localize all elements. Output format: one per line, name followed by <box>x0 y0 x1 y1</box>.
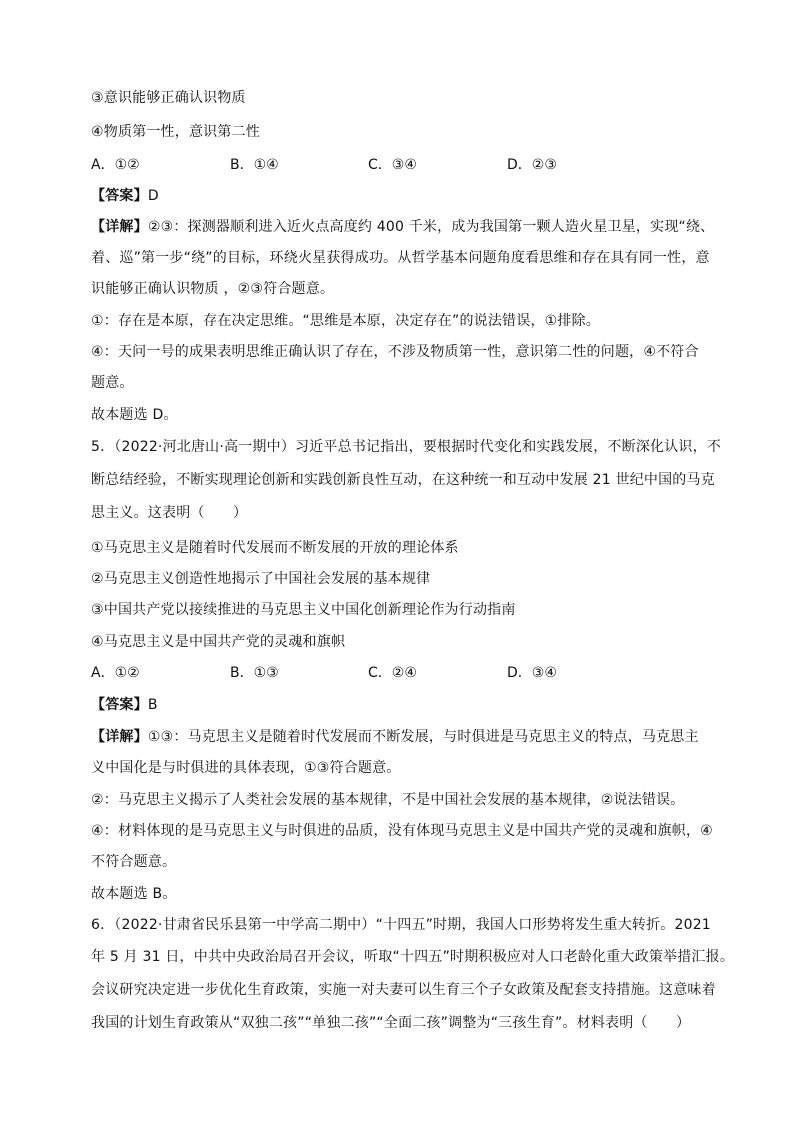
q5-choice-c: C．②④ <box>368 665 417 681</box>
q5-option-1: ①马克思主义是随着时代发展而不断发展的开放的理论体系 <box>91 540 459 556</box>
q5-choice-d: D．③④ <box>507 665 557 681</box>
q4-choice-d: D．②③ <box>507 157 557 173</box>
q5-choice-a: A．①② <box>91 665 140 681</box>
q6-stem-line-1: 6．（2022·甘肃省民乐县第一中学高二期中）“十四五”时期，我国人口形势将发生重大转折。2021 <box>91 917 711 933</box>
detail-label: 【详解】 <box>91 729 148 745</box>
q5-stem-line-1: 5．（2022·河北唐山·高一期中）习近平总书记指出，要根据时代变化和实践发展，不断深化认识，不 <box>91 439 722 455</box>
q4-detail-line-1: 【详解】②③：探测器顺利进入近火点高度约 400 千米，成为我国第一颗人造火星卫星，实现“绕、 <box>91 219 715 235</box>
q5-detail-line-6: 故本题选 B。 <box>91 886 177 902</box>
q5-choices <box>91 663 711 683</box>
detail-label: 【详解】 <box>91 219 148 235</box>
q4-choice-b: B．①④ <box>230 157 279 173</box>
q4-choice-c: C．③④ <box>368 157 417 173</box>
q4-answer <box>91 186 159 206</box>
q5-choice-b: B．①③ <box>230 665 279 681</box>
q5-stem-line-3: 思主义。这表明（ ） <box>91 505 248 521</box>
q5-detail-line-1: 【详解】①③：马克思主义是随着时代发展而不断发展，与时俱进是马克思主义的特点，马克思主 <box>91 729 699 745</box>
q6-stem-line-2: 年 5 月 31 日，中共中央政治局召开会议，听取“十四五”时期积极应对人口老龄化重大政策举措汇报。 <box>91 949 735 965</box>
q6-stem-line-4: 我国的计划生育政策从“双独二孩”“单独二孩”“全面二孩”调整为“三孩生育”。材料表明（ ） <box>91 1015 691 1031</box>
q4-detail-line-4: ①：存在是本原，存在决定思维。“思维是本原，决定存在”的说法错误，①排除。 <box>91 313 601 329</box>
q5-detail-line-4: ④：材料体现的是马克思主义与时俱进的品质，没有体现马克思主义是中国共产党的灵魂和旗帜，④ <box>91 823 713 839</box>
q5-option-2: ②马克思主义创造性地揭示了中国社会发展的基本规律 <box>91 571 431 587</box>
q6-stem-line-3: 会议研究决定进一步优化生育政策，实施一对夫妻可以生育三个子女政策及配套支持措施。这意味着 <box>91 982 716 998</box>
q4-detail-line-6: 题意。 <box>91 375 134 391</box>
q4-option-3: ③意识能够正确认识物质 <box>91 90 246 106</box>
q4-choice-a: A．①② <box>91 157 140 173</box>
q4-detail-line-5: ④：天问一号的成果表明思维正确认识了存在，不涉及物质第一性，意识第二性的问题，④不符合 <box>91 344 699 360</box>
answer-label: 【答案】 <box>91 188 148 204</box>
q4-choices <box>91 155 711 175</box>
q5-option-4: ④马克思主义是中国共产党的灵魂和旗帜 <box>91 634 346 650</box>
q5-stem-line-2: 断总结经验，不断实现理论创新和实践创新良性互动，在这种统一和互动中发展 21 世纪中国的马克 <box>91 472 715 488</box>
q4-option-4: ④物质第一性，意识第二性 <box>91 124 260 140</box>
answer-value: D <box>147 188 159 204</box>
q4-detail-line-3: 识能够正确认识物质 ，②③符合题意。 <box>91 281 335 297</box>
q5-detail-line-2: 义中国化是与时俱进的具体表现，①③符合题意。 <box>91 760 401 776</box>
answer-value: B <box>147 697 158 713</box>
q5-detail-line-5: 不符合题意。 <box>91 854 177 870</box>
q5-answer <box>91 695 158 715</box>
q5-detail-line-3: ②：马克思主义揭示了人类社会发展的基本规律，不是中国社会发展的基本规律，②说法错误。 <box>91 792 685 808</box>
q4-detail-line-2: 着、巡”第一步“绕”的目标，环绕火星获得成功。从哲学基本问题角度看思维和存在具有同一性，意 <box>91 250 710 266</box>
answer-label: 【答案】 <box>91 697 148 713</box>
q5-option-3: ③中国共产党以接续推进的马克思主义中国化创新理论作为行动指南 <box>91 602 516 618</box>
q4-detail-line-7: 故本题选 D。 <box>91 407 178 423</box>
